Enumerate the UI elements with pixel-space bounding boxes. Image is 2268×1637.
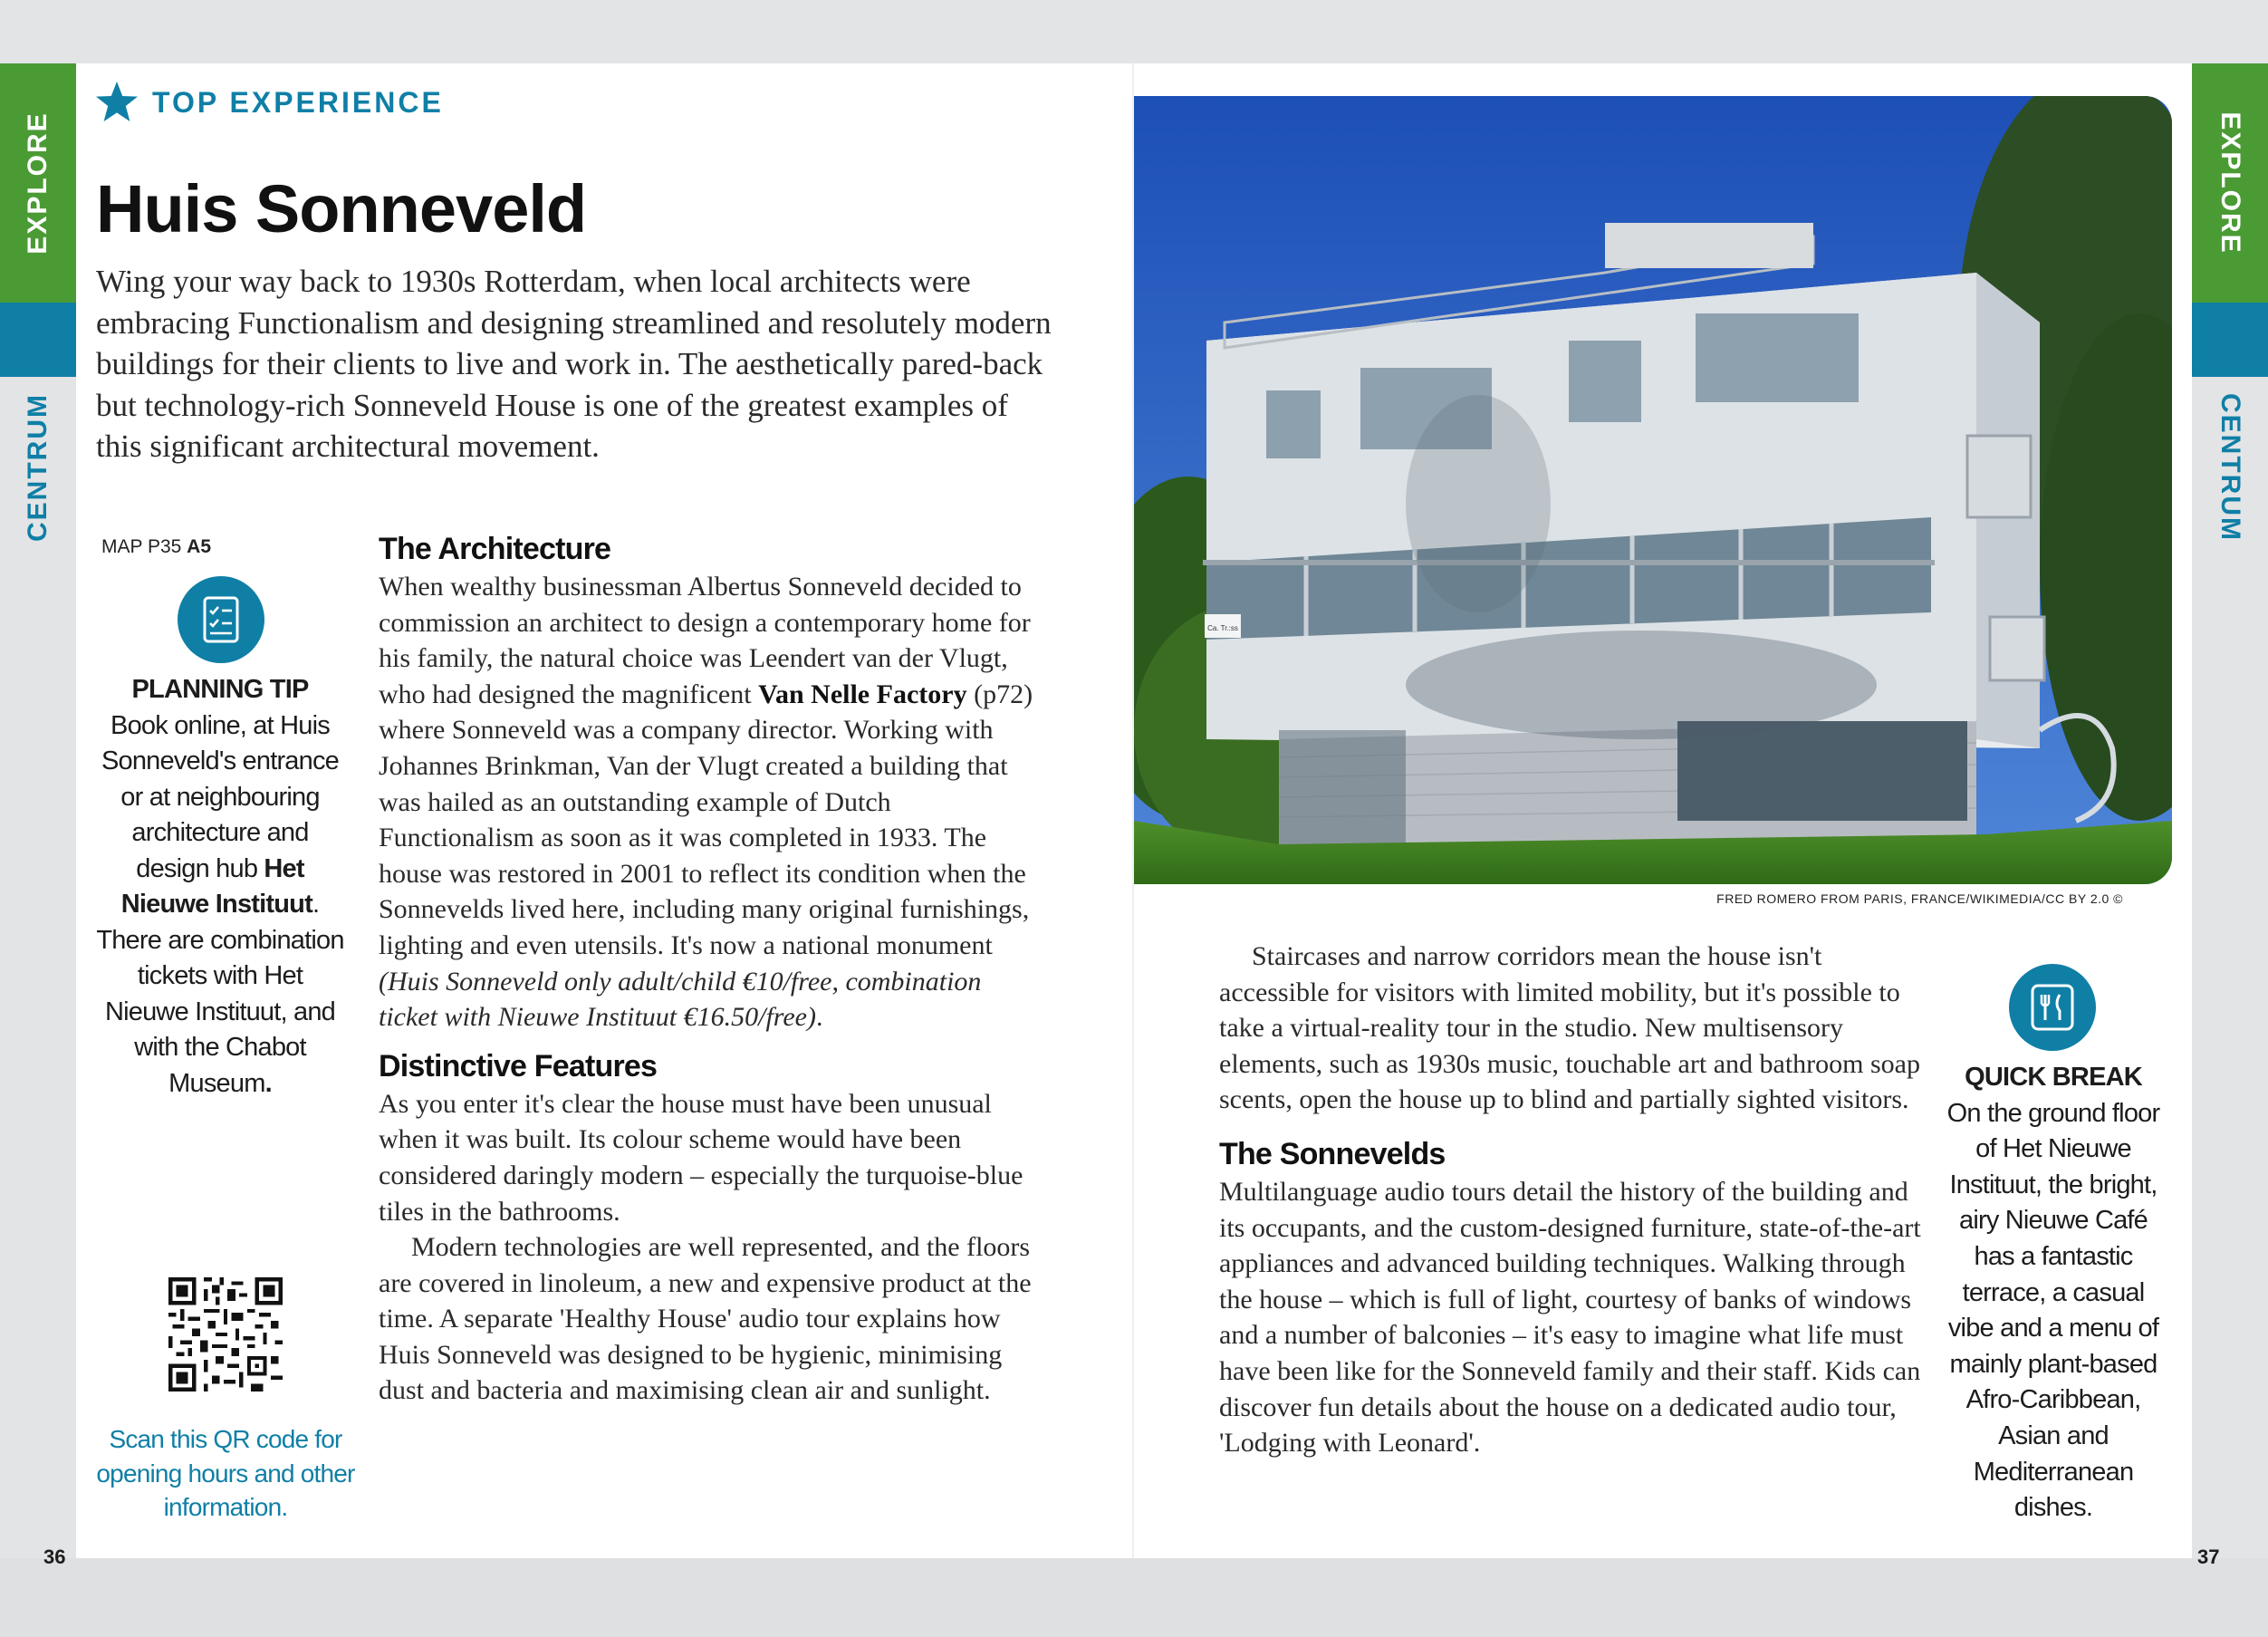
tab-color-bar-right <box>2192 303 2268 377</box>
planning-tip-text: Book online, at Huis Sonneveld's entrance or at neighbouring architecture and design hub <box>101 710 339 883</box>
explore-tab-label: EXPLORE <box>23 111 53 255</box>
quick-break-text: On the ground floor of Het Nieuwe Instituut, the bright, airy Nieuwe Café has a fantastic terrace, a casual vibe and a menu of mainly plant-based Afro-Caribbean, Asian and Mediterranean dishes. <box>1946 1098 2160 1523</box>
architecture-text-2: (p72) where Sonneveld was a company director. Working with Johannes Brinkman, Van der Vlugt created a building that was hailed as an outstanding example of Dutch Functionalism as soon as it was completed in 1933. The house was restored in 2001 to reflect its condition when the Sonnevelds lived here, including many original furnishings, lighting and even utensils. It's now a national monument <box>379 679 1033 960</box>
planning-tip-venue: Het Nieuwe Instituut <box>120 853 312 919</box>
van-nelle-link: Van Nelle Factory <box>758 679 967 709</box>
planning-tip-end: . <box>264 1068 272 1098</box>
features-heading: Distinctive Features <box>379 1048 658 1083</box>
bottom-margin <box>0 1558 2268 1637</box>
centrum-tab-label: CENTRUM <box>23 393 53 542</box>
architecture-heading: The Architecture <box>379 532 611 566</box>
centrum-tab-left[interactable] <box>0 377 76 558</box>
planning-tip-text-2: . There are combination tickets with Het Nieuwe Instituut, and with the Chabot Museum <box>96 890 344 1098</box>
quick-break <box>1936 1060 2170 1526</box>
sonnevelds-paragraph: Multilanguage audio tours detail the history of the building and its occupants, and the custom-designed furniture, state-of-the-art appliances and advanced building techniques. Walking through the house – which is full of light, courtesy of banks of windows and a number of balconies – it's easy to imagine what life must have been like for the Sonneveld family and their staff. Kids can discover fun details about the house on a dedicated audio tour, 'Lodging with Leonard'. <box>1219 1176 1921 1459</box>
door-sign: Ca. Tr.:ss <box>1207 624 1238 632</box>
tab-color-bar-left <box>0 303 76 377</box>
features-paragraph-1: As you enter it's clear the house must have been unusual when it was built. Its colour scheme would have been considered daringly modern – especially the turquoise-blue tiles in the bathrooms. <box>379 1088 1023 1227</box>
planning-tip <box>94 672 346 1102</box>
map-reference[interactable] <box>101 536 211 558</box>
features-paragraph-2: Modern technologies are well represented, and the floors are covered in linoleum, a new and expensive product at the time. A separate 'Healthy House' audio tour explains how Huis Sonneveld was designed to be hygienic, minimising dust and bacteria and maximising clean air and sunlight. <box>379 1232 1032 1406</box>
huis-sonneveld-image <box>1134 96 2172 884</box>
map-ref-grid: A5 <box>187 536 212 557</box>
centrum-tab-label: CENTRUM <box>2215 393 2245 542</box>
planning-tip-heading: PLANNING TIP <box>131 675 309 704</box>
explore-tab-label: EXPLORE <box>2215 111 2245 255</box>
house-photo <box>1134 96 2172 884</box>
top-experience-text: TOP EXPERIENCE <box>152 85 444 119</box>
architecture-text: When wealthy businessman Albertus Sonneveld decided to commission an architect to design a contemporary home for his family, the natural choice was Leendert van der Vlugt, who had designed the magnificent <box>379 572 1031 709</box>
explore-tab-right[interactable] <box>2192 63 2268 303</box>
qr-caption: Scan this QR code for opening hours and other information. <box>96 1425 355 1521</box>
architecture-paragraph <box>379 569 1040 1035</box>
star-icon <box>94 80 139 125</box>
left-text-column <box>379 529 1040 1409</box>
map-ref-page: MAP P35 <box>101 536 182 557</box>
photo-credit: FRED ROMERO FROM PARIS, FRANCE/WIKIMEDIA/CC BY 2.0 © <box>1716 891 2123 906</box>
centrum-tab-right[interactable] <box>2192 377 2268 558</box>
right-text-column <box>1219 939 1926 1461</box>
page-number-left: 36 <box>43 1546 66 1568</box>
cutlery-icon <box>2009 964 2096 1051</box>
qr-code[interactable] <box>168 1277 283 1391</box>
checklist-icon <box>178 576 264 663</box>
quick-break-heading: QUICK BREAK <box>1965 1063 2142 1092</box>
sonnevelds-heading: The Sonnevelds <box>1219 1136 1446 1171</box>
explore-tab-left[interactable] <box>0 63 76 303</box>
top-experience-label <box>94 80 444 125</box>
admission-info: (Huis Sonneveld only adult/child €10/free, combination ticket with Nieuwe Instituut €16.50/free) <box>379 966 982 1033</box>
architecture-text-3: . <box>815 1002 823 1033</box>
page-title: Huis Sonneveld <box>96 171 587 246</box>
features-paragraph-3: Staircases and narrow corridors mean the house isn't accessible for visitors with limited mobility, but it's possible to take a virtual-reality tour in the studio. New multisensory elements, such as 1930s music, touchable art and bathroom soap scents, open the house up to blind and partially sighted visitors. <box>1219 941 1920 1115</box>
page-number-right: 37 <box>2197 1546 2220 1568</box>
intro-paragraph: Wing your way back to 1930s Rotterdam, when local architects were embracing Functionalism and designing streamlined and resolutely modern buildings for their clients to live and work in. The aesthetically pared-back but technology-rich Sonneveld House is one of the greatest examples of this significant architectural movement. <box>96 264 1052 464</box>
